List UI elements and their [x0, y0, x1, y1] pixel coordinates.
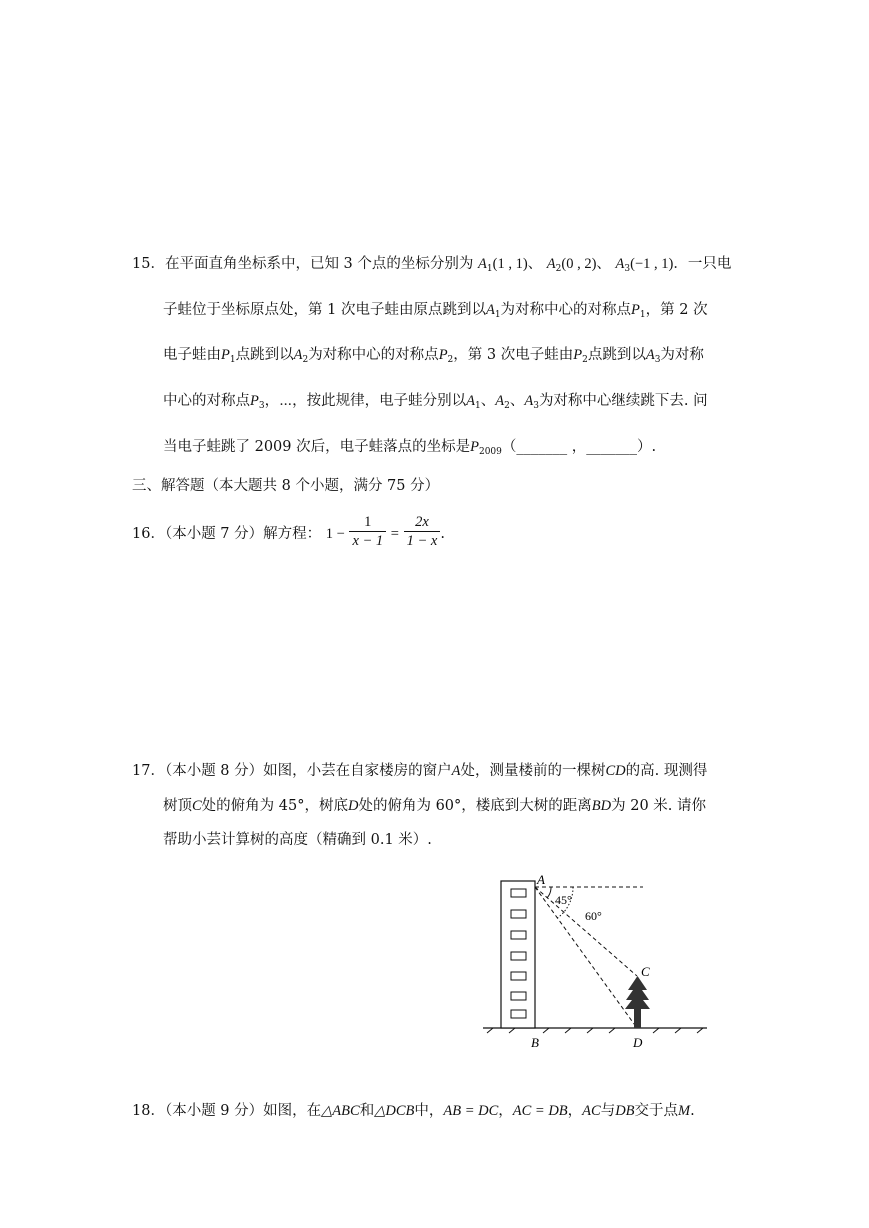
- q17-line2: 树顶C处的俯角为 45°，树底D处的俯角为 60°，楼底到大树的距离BD为 20 米. 请你: [163, 798, 707, 814]
- tree-crown: [625, 976, 650, 1009]
- label-A: A: [537, 872, 545, 887]
- q15-line4: 中心的对称点$P_3$，⋯，按此规律，电子蛙分别以$A_1$、$A_2$、$A_3$为对称中心继续跳下去. 问: [163, 393, 708, 411]
- q17-line3: 帮助小芸计算树的高度（精确到 0.1 米）.: [163, 832, 432, 848]
- fraction-2: $\frac{2x}{1 - x}$: [404, 513, 441, 550]
- q18-line: 18．（本小题 9 分）如图，在△ABC和△DCB中，AB = DC，AC = DB，AC与DB交于点M.: [132, 1103, 695, 1119]
- angle-arc-45: [547, 887, 551, 898]
- q16-line: 16．（本小题 7 分）解方程： 1 − $\frac{1}{x - 1}$ = $\frac{2x}{1 - x}$ .: [132, 513, 445, 549]
- section-heading: 三、解答题（本大题共 8 个小题，满分 75 分）: [132, 478, 440, 494]
- q18-number: 18．: [132, 1103, 165, 1119]
- angle-45-label: 45°: [555, 893, 572, 907]
- ground-hatching: [487, 1028, 703, 1033]
- q15-line1: 15．在平面直角坐标系中，已知 3 个点的坐标分别为 $A_1(1$ , 1)、 $A_2(0$ , 2)、 $A_3(-1$ , 1)．一只电: [132, 256, 732, 274]
- q15-line2: 子蛙位于坐标原点处，第 1 次电子蛙由原点跳到以$A_1$为对称中心的对称点$P_1$，第 2 次: [163, 302, 708, 320]
- q15-number: 15．: [132, 256, 165, 272]
- q17-figure: [475, 872, 715, 1052]
- label-D: D: [633, 1035, 643, 1050]
- q15-line3: 电子蛙由$P_1$点跳到以$A_2$为对称中心的对称点$P_2$，第 3 次电子蛙由$P_2$点跳到以$A_3$为对称: [163, 347, 704, 365]
- answer-blanks: （_______ ，_______）.: [501, 439, 657, 455]
- sight-line-to-C: [535, 887, 637, 976]
- q15-line5: 当电子蛙跳了 2009 次后，电子蛙落点的坐标是$P_{2009}(\_\_\_\_\_\_\_$ ，_______）.: [163, 439, 657, 457]
- fraction-1: $\frac{1}{x - 1}$: [349, 513, 386, 550]
- label-C: C: [641, 964, 650, 979]
- label-B: B: [531, 1035, 539, 1050]
- q17-line1: 17．（本小题 8 分）如图，小芸在自家楼房的窗户A处，测量楼前的一棵树CD的高. 现测得: [132, 763, 708, 779]
- q16-number: 16．: [132, 526, 165, 542]
- angle-60-label: 60°: [585, 909, 602, 923]
- q17-number: 17．: [132, 763, 165, 779]
